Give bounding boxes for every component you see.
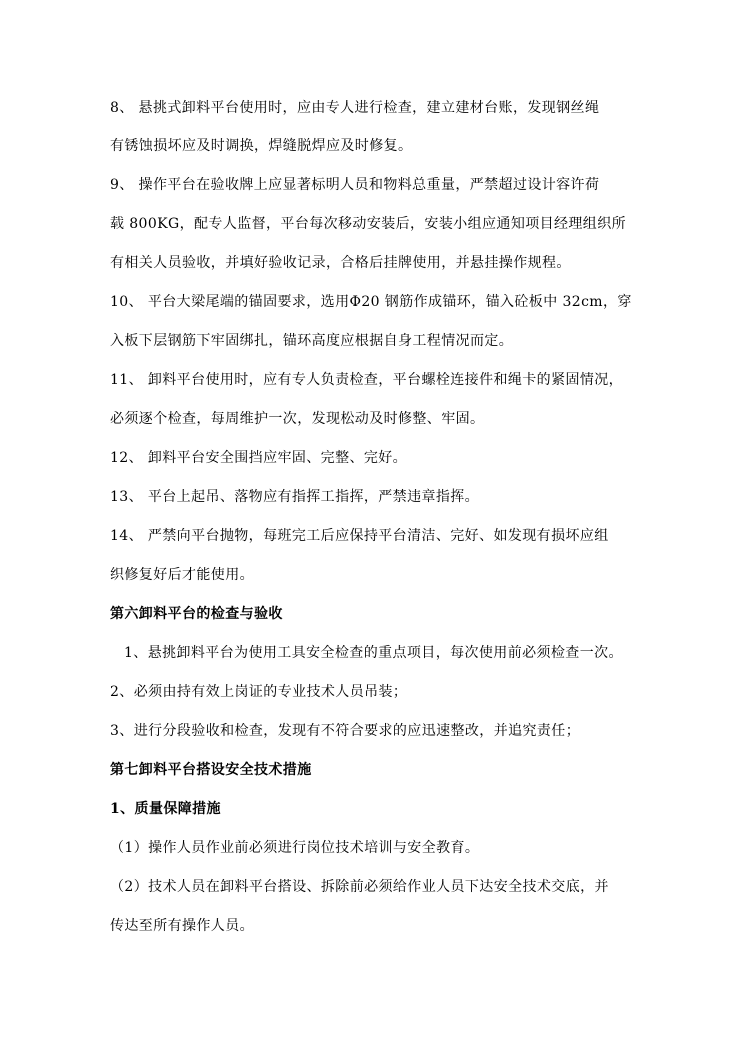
paragraph-8-line-1: 8、 悬挑式卸料平台使用时，应由专人进行检查，建立建材台账，发现钢丝绳	[110, 100, 600, 116]
paragraph-9-line-1: 9、 操作平台在验收牌上应显著标明人员和物料总重量，严禁超过设计容许荷	[110, 177, 600, 193]
measure-2-line-2: 传达至所有操作人员。	[110, 918, 254, 934]
section-6-item-1: 1、悬挑卸料平台为使用工具安全检查的重点项目，每次使用前必须检查一次。	[124, 645, 623, 661]
paragraph-8-line-2: 有锈蚀损坏应及时调换，焊缝脱焊应及时修复。	[110, 138, 413, 154]
paragraph-10-line-1: 10、 平台大梁尾端的锚固要求，选用Φ20 钢筋作成锚环，锚入砼板中 32cm，穿	[110, 294, 632, 310]
paragraph-11-line-2: 必须逐个检查，每周维护一次，发现松动及时修整、牢固。	[110, 411, 485, 427]
measure-2-line-1: （2）技术人员在卸料平台搭设、拆除前必须给作业人员下达安全技术交底，并	[110, 879, 609, 895]
section-6-item-2: 2、必须由持有效上岗证的专业技术人员吊装；	[110, 684, 408, 700]
measure-1: （1）操作人员作业前必须进行岗位技术培训与安全教育。	[110, 840, 480, 856]
paragraph-14-line-1: 14、 严禁向平台抛物，每班完工后应保持平台清洁、完好、如发现有损坏应组	[110, 528, 609, 544]
subsection-quality-heading: 1、质量保障措施	[110, 801, 221, 817]
paragraph-13: 13、 平台上起吊、落物应有指挥工指挥，严禁违章指挥。	[110, 489, 480, 505]
section-6-item-3: 3、进行分段验收和检查，发现有不符合要求的应迅速整改，并追究责任；	[110, 723, 581, 739]
paragraph-14-line-2: 织修复好后才能使用。	[110, 567, 254, 583]
paragraph-10-line-2: 入板下层钢筋下牢固绑扎，锚环高度应根据自身工程情况而定。	[110, 333, 514, 349]
paragraph-11-line-1: 11、 卸料平台使用时，应有专人负责检查，平台螺栓连接件和绳卡的紧固情况，	[110, 372, 624, 388]
paragraph-9-line-2: 载 800KG，配专人监督，平台每次移动安装后，安装小组应通知项目经理组织所	[110, 216, 627, 232]
paragraph-12: 12、 卸料平台安全围挡应牢固、完整、完好。	[110, 450, 408, 466]
section-6-heading: 第六卸料平台的检查与验收	[110, 606, 283, 622]
section-7-heading: 第七卸料平台搭设安全技术措施	[110, 762, 312, 778]
paragraph-9-line-3: 有相关人员验收，并填好验收记录，合格后挂牌使用，并悬挂操作规程。	[110, 255, 571, 271]
